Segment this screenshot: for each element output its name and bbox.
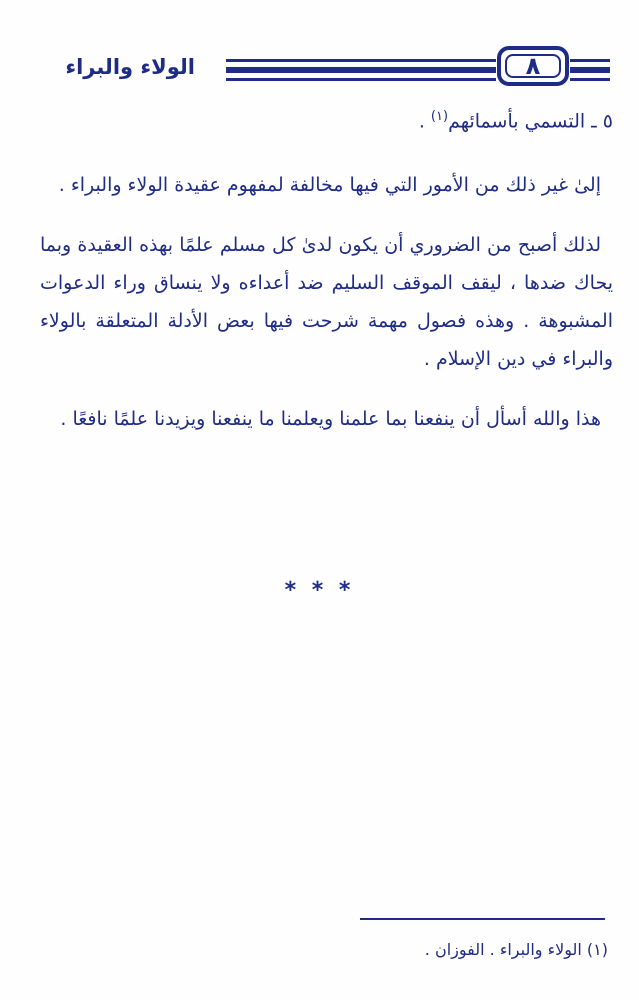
book-title: الولاء والبراء xyxy=(65,55,195,79)
list-item-text: ٥ ـ التسمي بأسمائهم xyxy=(448,110,613,133)
footnote: (١) الولاء والبراء . الفوزان . xyxy=(424,940,608,959)
paragraph-3: هذا والله أسأل أن ينفعنا بما علمنا ويعلمنا ما ينفعنا ويزيدنا علمًا نافعًا . xyxy=(60,408,601,431)
page-header xyxy=(0,0,639,100)
footnote-reference: (١) xyxy=(430,109,449,124)
paragraph-2: لذلك أصبح من الضروري أن يكون لدىٰ كل مسلم علمًا بهذه العقيدة وبما يحاك ضدها ، ليقف الموقف السليم ضد أعداءه ولا ينساق وراء الدعوات المشبوهة . وهذه فصول مهمة شرحت فيها بعض الأدلة المتعلقة بالولاء والبراء في دين الإسلام . xyxy=(40,234,613,371)
footnote-divider xyxy=(360,918,605,920)
page-number-badge xyxy=(497,46,569,86)
list-item-end: . xyxy=(418,110,425,133)
header-rule-left xyxy=(226,59,496,81)
paragraph-1: إلىٰ غير ذلك من الأمور التي فيها مخالفة لمفهوم عقيدة الولاء والبراء . xyxy=(58,174,601,197)
section-separator: * * * xyxy=(284,578,355,603)
page-number: ٨ xyxy=(525,52,541,80)
main-text xyxy=(40,98,613,460)
list-item-5 xyxy=(40,98,613,140)
header-rule-right xyxy=(570,59,610,81)
